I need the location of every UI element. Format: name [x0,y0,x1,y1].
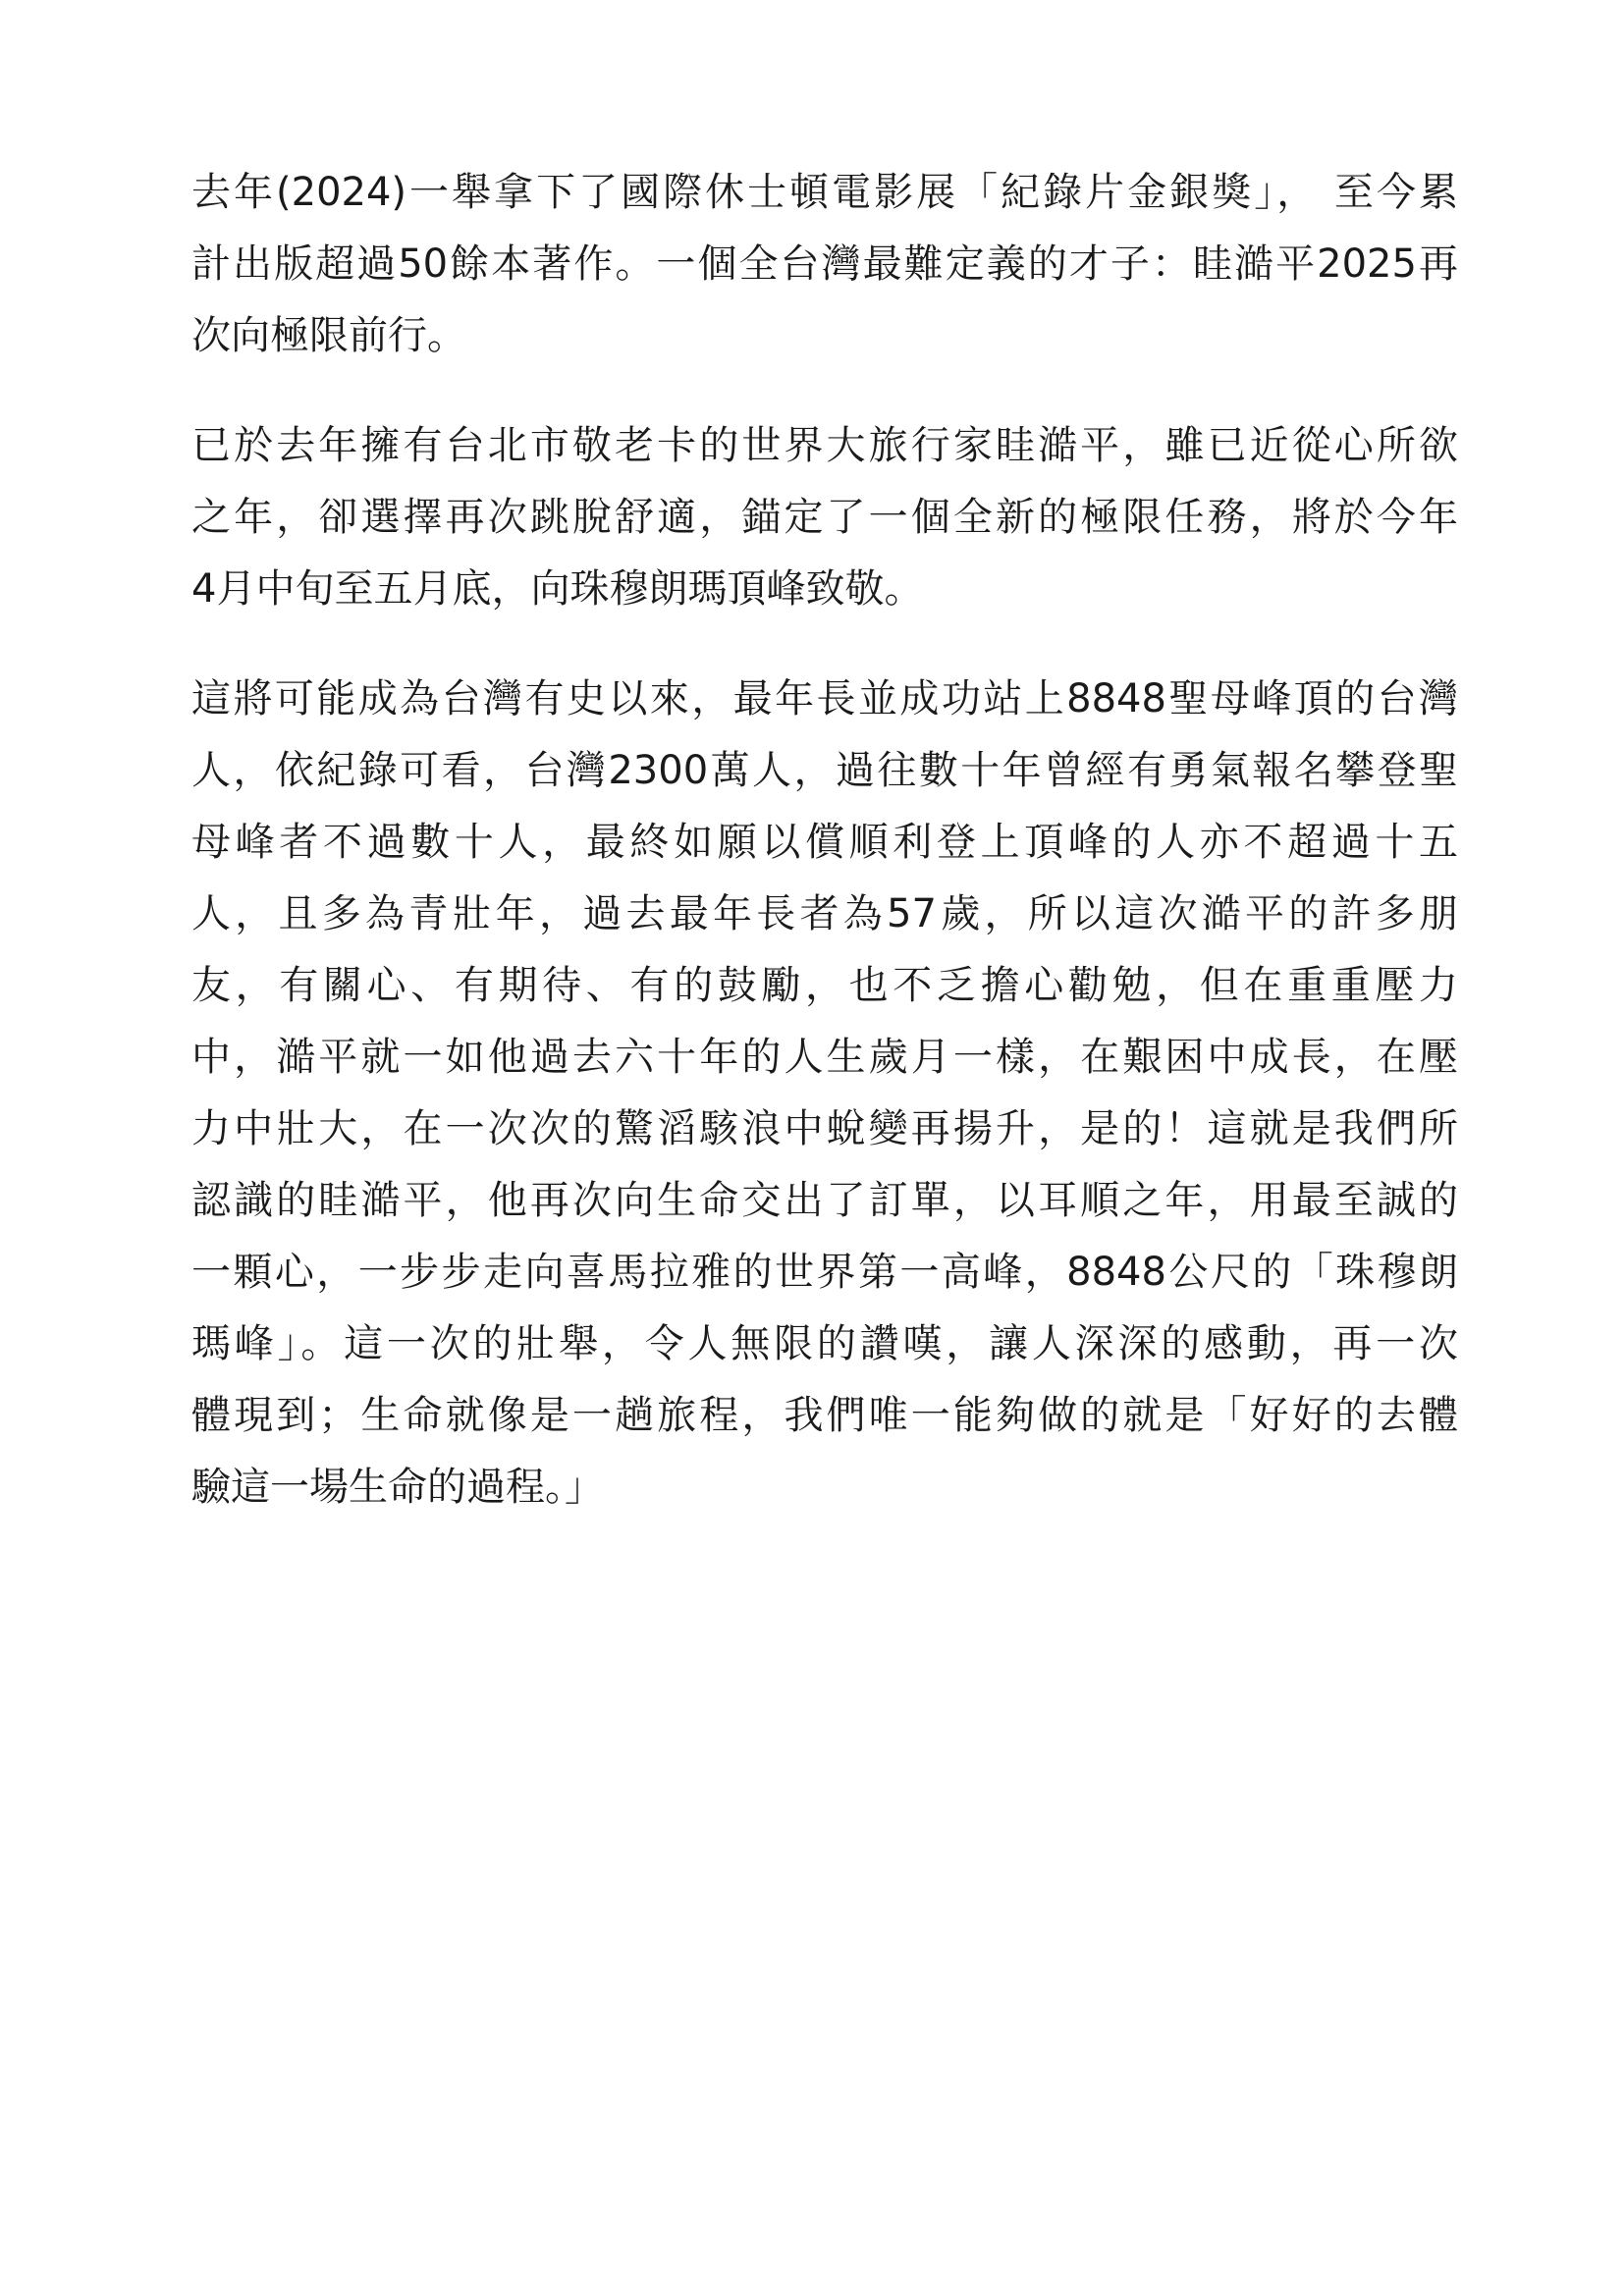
paragraph-line: 4月中旬至五月底，向珠穆朗瑪頂峰致敬。 [191,566,924,612]
paragraph-line: 驗這一場生命的過程。」 [191,1465,604,1510]
paragraph-line: 友，有關心、有期待、有的鼓勵，也不乏擔心勸勉，但在重重壓力 [191,963,1458,1008]
paragraph-line: 這將可能成為台灣有史以來，最年長並成功站上8848聖母峰頂的台灣 [191,676,1458,721]
paragraph-line: 已於去年擁有台北市敬老卡的世界大旅行家眭澔平，雖已近從心所欲 [191,423,1458,468]
paragraph-mission [191,410,1458,625]
paragraph-line: 體現到；生命就像是一趟旅程，我們唯一能夠做的就是「好好的去體 [191,1393,1458,1438]
paragraph-everest [191,664,1458,1523]
paragraph-line: 之年，卻選擇再次跳脫舒適，錨定了一個全新的極限任務，將於今年 [191,495,1458,540]
paragraph-line: 次向極限前行。 [191,313,466,358]
paragraph-award [191,157,1458,372]
paragraph-line: 計出版超過50餘本著作。一個全台灣最難定義的才子：眭澔平2025再 [191,241,1458,287]
paragraph-line: 中，澔平就一如他過去六十年的人生歲月一樣，在艱困中成長，在壓 [191,1035,1458,1080]
paragraph-line: 瑪峰」。這一次的壯舉，令人無限的讚嘆，讓人深深的感動，再一次 [191,1321,1458,1366]
paragraph-line: 人，依紀錄可看，台灣2300萬人，過往數十年曾經有勇氣報名攀登聖 [191,748,1458,793]
paragraph-line: 母峰者不過數十人，最終如願以償順利登上頂峰的人亦不超過十五 [191,820,1458,865]
paragraph-line: 力中壯大，在一次次的驚滔駭浪中蛻變再揚升，是的！這就是我們所 [191,1106,1458,1151]
paragraph-line: 人，且多為青壯年，過去最年長者為57歲，所以這次澔平的許多朋 [191,891,1458,936]
paragraph-line: 一顆心，一步步走向喜馬拉雅的世界第一高峰，8848公尺的「珠穆朗 [191,1250,1458,1295]
paragraph-line: 去年(2024)一舉拿下了國際休士頓電影展「紀錄片金銀獎」， 至今累 [191,170,1458,215]
paragraph-line: 認識的眭澔平，他再次向生命交出了訂單，以耳順之年，用最至誠的 [191,1178,1458,1223]
